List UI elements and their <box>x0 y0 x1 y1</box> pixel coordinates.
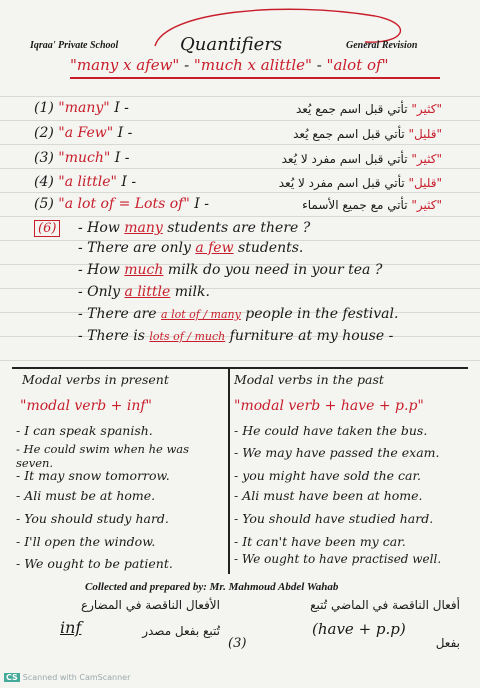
example-text: - There are <box>78 306 162 322</box>
subtitle-part: "many x afew" <box>70 56 180 74</box>
modal-present-row: - We ought to be patient. <box>16 556 173 571</box>
row-number: (5) <box>34 196 54 212</box>
example-text: milk do you need in your tea ? <box>163 262 383 278</box>
example-sentence <box>78 284 210 300</box>
arabic-text: تأتي قبل اسم مفرد لا يُعد <box>278 176 405 190</box>
modal-present-row: - Ali must be at home. <box>16 488 156 503</box>
row-number: (4) <box>34 174 54 190</box>
modal-present-row: - It may snow tomorrow. <box>16 468 170 483</box>
footer-inf: inf <box>60 618 82 637</box>
modal-past-row: - You should have studied hard. <box>234 511 434 526</box>
subtitle-sep: - <box>179 56 194 74</box>
example-sentence <box>78 306 398 322</box>
quantifier-row <box>34 150 130 166</box>
camscanner-icon: CS <box>6 673 18 682</box>
example-sentence <box>78 240 303 256</box>
arabic-text: تأتي قبل اسم جمع يُعد <box>295 102 408 116</box>
quantifier-row <box>34 125 132 141</box>
example-sentence <box>78 262 382 278</box>
example-fill: a few <box>195 240 234 256</box>
table-column-divider <box>228 369 230 574</box>
subtitle-sep: - <box>311 56 327 74</box>
modal-present-row: - I'll open the window. <box>16 534 156 549</box>
example-fill: much <box>124 262 164 278</box>
modal-past-row: - We ought to have practised well. <box>234 552 442 566</box>
arabic-text: تأتي قبل اسم جمع يُعد <box>293 127 405 141</box>
arabic-rule <box>202 152 442 166</box>
row-sep: I - <box>121 174 137 190</box>
scanner-text: Scanned with CamScanner <box>22 673 131 682</box>
subtitle-part: "much x alittle" <box>193 56 312 74</box>
example-text: - There is <box>78 328 150 344</box>
row-number: (2) <box>34 125 54 141</box>
arabic-rule <box>202 127 442 141</box>
examples-number: (6) <box>34 220 60 237</box>
quantifier-row <box>34 174 136 190</box>
example-sentence <box>78 220 310 236</box>
footer-right-arabic-2: بفعل <box>435 636 460 650</box>
col1-title: Modal verbs in present <box>22 372 169 387</box>
arabic-text: تأتي قبل اسم مفرد لا يُعد <box>281 152 408 166</box>
example-text: milk. <box>170 284 210 300</box>
subtitle <box>70 56 389 74</box>
row-sep: I - <box>114 100 129 116</box>
modal-present-row: - He could swim when he was seven. <box>16 442 190 470</box>
row-sep: I - <box>117 125 133 141</box>
scanner-watermark <box>4 673 130 682</box>
col1-formula: "modal verb + inf" <box>20 398 152 414</box>
example-fill: a little <box>124 284 171 300</box>
example-text: students are there ? <box>162 220 311 236</box>
quantifier-term: "much" <box>58 150 111 166</box>
modal-present-row: - You should study hard. <box>16 511 169 526</box>
col2-title: Modal verbs in the past <box>234 372 384 387</box>
footer-left-arabic: الأفعال الناقصة في المضارع <box>80 598 220 612</box>
arabic-term: "كثير" <box>411 198 442 212</box>
example-fill: a lot of / many <box>161 308 241 321</box>
page-number: (3) <box>228 636 247 651</box>
example-text: furniture at my house - <box>225 328 394 344</box>
footer-right-formula: (have + p.p) <box>312 620 406 638</box>
arabic-rule <box>202 176 442 190</box>
arabic-term: "قليل" <box>408 176 442 190</box>
modal-past-row: - you might have sold the car. <box>234 468 422 483</box>
subtitle-part: "alot of" <box>326 56 389 74</box>
row-number: (3) <box>34 150 54 166</box>
quantifier-term: "many" <box>58 100 110 116</box>
example-text: - Only <box>78 284 125 300</box>
quantifier-row <box>34 100 129 116</box>
row-sep: I - <box>114 150 130 166</box>
quantifier-term: "a little" <box>58 174 117 190</box>
example-sentence <box>78 328 393 344</box>
table-divider <box>12 367 468 369</box>
quantifier-term: "a Few" <box>58 125 114 141</box>
arabic-term: "كثير" <box>411 102 442 116</box>
arabic-text: تأتي مع جميع الأسماء <box>302 198 408 212</box>
example-fill: lots of / much <box>149 330 226 343</box>
arabic-rule <box>202 102 442 116</box>
arabic-term: "قليل" <box>408 127 442 141</box>
arabic-rule <box>232 198 442 212</box>
example-text: - There are only <box>78 240 196 256</box>
quantifier-term: "a lot of = Lots of" <box>58 196 190 212</box>
modal-present-row: - I can speak spanish. <box>16 423 153 438</box>
subtitle-underline <box>70 77 440 79</box>
revision-label: General Revision <box>346 40 418 51</box>
footer-right-arabic: أفعال الناقصة في الماضي تُتبع <box>310 598 460 612</box>
page-title: Quantifiers <box>180 34 283 55</box>
row-number: (1) <box>34 100 54 116</box>
school-name: Iqraa' Private School <box>30 40 119 51</box>
example-text: people in the festival. <box>240 306 399 322</box>
example-text: students. <box>233 240 304 256</box>
modal-past-row: - It can't have been my car. <box>234 534 406 549</box>
col2-formula: "modal verb + have + p.p" <box>234 398 424 414</box>
modal-past-row: - We may have passed the exam. <box>234 445 440 460</box>
example-fill: many <box>124 220 163 236</box>
credit-line: Collected and prepared by: Mr. Mahmoud Abdel Wahab <box>85 581 339 593</box>
footer-left-arabic-2: تُتبع بفعل مصدر <box>142 624 220 638</box>
quantifier-row <box>34 196 209 212</box>
row-sep: I - <box>194 196 209 212</box>
example-text: - How <box>78 262 125 278</box>
modal-past-row: - Ali must have been at home. <box>234 488 423 503</box>
modal-past-row: - He could have taken the bus. <box>234 423 428 438</box>
example-text: - How <box>78 220 125 236</box>
arabic-term: "كثير" <box>411 152 442 166</box>
